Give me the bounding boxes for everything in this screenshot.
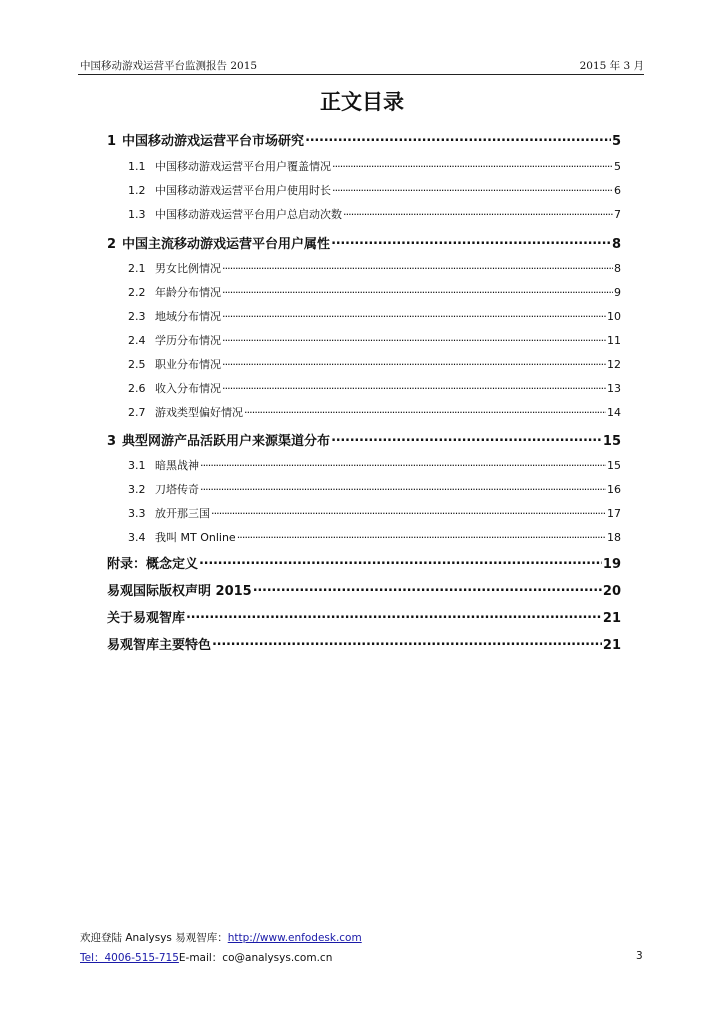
footer-welcome — [80, 930, 362, 945]
toc-entry-page: 11 — [607, 334, 621, 347]
toc-entry-label: 游戏类型偏好情况 — [155, 406, 243, 419]
toc-entry-page: 15 — [602, 434, 621, 449]
toc-section-entry[interactable] — [128, 158, 621, 173]
page-number: 3 — [636, 950, 643, 962]
toc-entry-number: 1.1 — [128, 160, 146, 173]
toc-entry-label: 暗黑战神 — [155, 459, 199, 472]
toc-entry-label: 刀塔传奇 — [155, 483, 199, 496]
running-header — [80, 58, 644, 73]
toc-entry-label: 我叫 MT Online — [155, 531, 236, 544]
toc-entry-page: 8 — [614, 262, 621, 275]
email-text: E-mail：co@analysys.com.cn — [178, 952, 333, 964]
toc-chapter-entry[interactable] — [107, 607, 621, 625]
toc-dot-leader — [331, 235, 611, 248]
toc-entry-number: 1 — [107, 134, 117, 149]
toc-entry-page: 14 — [607, 406, 621, 419]
toc-entry-page: 10 — [607, 310, 621, 323]
toc-entry-number: 2.3 — [128, 310, 146, 323]
toc-chapter-entry[interactable] — [107, 553, 621, 571]
toc-entry-page: 5 — [611, 134, 621, 149]
toc-entry-page: 13 — [607, 382, 621, 395]
toc-entry-number: 2.5 — [128, 358, 146, 371]
toc-section-entry[interactable] — [128, 481, 621, 496]
toc-section-entry[interactable] — [128, 284, 621, 299]
toc-entry-label: 中国移动游戏运营平台用户覆盖情况 — [155, 160, 331, 173]
toc-entry-label: 中国主流移动游戏运营平台用户属性 — [122, 237, 331, 252]
toc-entry-page: 17 — [607, 507, 621, 520]
toc-entry-label: 男女比例情况 — [155, 262, 221, 275]
toc-dot-leader — [343, 207, 613, 218]
toc-entry-number: 3 — [107, 434, 117, 449]
toc-entry-page: 7 — [614, 208, 621, 221]
toc-entry-number: 3.2 — [128, 483, 146, 496]
toc-section-entry[interactable] — [128, 332, 621, 347]
toc-dot-leader — [222, 333, 606, 344]
toc-dot-leader — [199, 555, 602, 568]
toc-entry-label: 中国移动游戏运营平台用户总启动次数 — [155, 208, 342, 221]
toc-chapter-entry[interactable] — [107, 233, 621, 251]
toc-chapter-entry[interactable] — [107, 130, 621, 148]
header-report-title: 中国移动游戏运营平台监测报告 2015 — [80, 60, 258, 72]
toc-entry-page: 6 — [614, 184, 621, 197]
toc-entry-number: 2.7 — [128, 406, 146, 419]
toc-section-entry[interactable] — [128, 457, 621, 472]
toc-entry-number: 1.3 — [128, 208, 146, 221]
toc-dot-leader — [222, 357, 606, 368]
toc-dot-leader — [332, 183, 613, 194]
toc-entry-number: 3.4 — [128, 531, 146, 544]
toc-entry-label: 职业分布情况 — [155, 358, 221, 371]
toc-section-entry[interactable] — [128, 182, 621, 197]
footer-welcome-text: 欢迎登陆 Analysys 易观智库： — [80, 932, 228, 944]
toc-entry-number: 2.1 — [128, 262, 146, 275]
toc-entry-page: 12 — [607, 358, 621, 371]
toc-dot-leader — [186, 609, 602, 622]
toc-entry-label: 中国移动游戏运营平台市场研究 — [122, 134, 305, 149]
toc-dot-leader — [222, 309, 606, 320]
toc-section-entry[interactable] — [128, 308, 621, 323]
toc-entry-number: 2 — [107, 237, 117, 252]
toc-section-entry[interactable] — [128, 505, 621, 520]
toc-entry-number: 2.6 — [128, 382, 146, 395]
toc-dot-leader — [222, 381, 606, 392]
website-link[interactable]: http://www.enfodesk.com — [227, 932, 362, 944]
toc-entry-label: 年龄分布情况 — [155, 286, 221, 299]
toc-chapter-entry[interactable] — [107, 430, 621, 448]
toc-entry-label: 易观国际版权声明 2015 — [107, 584, 252, 599]
toc-entry-number: 2.2 — [128, 286, 146, 299]
phone-link[interactable]: Tel：4006-515-715 — [80, 952, 179, 964]
toc-section-entry[interactable] — [128, 404, 621, 419]
header-divider — [78, 74, 644, 75]
toc-entry-page: 21 — [602, 611, 621, 626]
toc-dot-leader — [200, 482, 606, 493]
toc-entry-page: 8 — [611, 237, 621, 252]
toc-entry-number: 3.1 — [128, 459, 146, 472]
toc-entry-page: 18 — [607, 531, 621, 544]
toc-dot-leader — [331, 432, 602, 445]
toc-entry-page: 20 — [602, 584, 621, 599]
header-date: 2015 年 3 月 — [579, 60, 644, 72]
toc-chapter-entry[interactable] — [107, 580, 621, 598]
toc-entry-page: 19 — [602, 557, 621, 572]
toc-entry-label: 放开那三国 — [155, 507, 210, 520]
toc-entry-label: 典型网游产品活跃用户来源渠道分布 — [122, 434, 331, 449]
toc-chapter-entry[interactable] — [107, 634, 621, 652]
toc-dot-leader — [237, 530, 606, 541]
toc-section-entry[interactable] — [128, 206, 621, 221]
page-title: 正文目录 — [320, 89, 404, 114]
toc-dot-leader — [305, 132, 611, 145]
toc-dot-leader — [253, 582, 602, 595]
toc-entry-number: 3.3 — [128, 507, 146, 520]
toc-entry-label: 学历分布情况 — [155, 334, 221, 347]
toc-entry-label: 附录：概念定义 — [107, 557, 199, 572]
toc-dot-leader — [211, 506, 606, 517]
toc-dot-leader — [212, 636, 602, 649]
toc-entry-page: 15 — [607, 459, 621, 472]
toc-entry-page: 21 — [602, 638, 621, 653]
toc-dot-leader — [200, 458, 606, 469]
toc-entry-number: 1.2 — [128, 184, 146, 197]
footer-contact — [80, 950, 332, 965]
toc-entry-label: 易观智库主要特色 — [107, 638, 212, 653]
toc-dot-leader — [244, 405, 606, 416]
toc-section-entry[interactable] — [128, 529, 621, 544]
toc-entry-number: 2.4 — [128, 334, 146, 347]
toc-entry-page: 9 — [614, 286, 621, 299]
toc-entry-label: 地域分布情况 — [155, 310, 221, 323]
toc-entry-label: 关于易观智库 — [107, 611, 186, 626]
toc-section-entry[interactable] — [128, 380, 621, 395]
toc-entry-label: 中国移动游戏运营平台用户使用时长 — [155, 184, 331, 197]
toc-dot-leader — [332, 159, 613, 170]
toc-dot-leader — [222, 261, 613, 272]
toc-section-entry[interactable] — [128, 356, 621, 371]
toc-entry-page: 5 — [614, 160, 621, 173]
toc-entry-label: 收入分布情况 — [155, 382, 221, 395]
toc-dot-leader — [222, 285, 613, 296]
toc-entry-page: 16 — [607, 483, 621, 496]
toc-section-entry[interactable] — [128, 260, 621, 275]
